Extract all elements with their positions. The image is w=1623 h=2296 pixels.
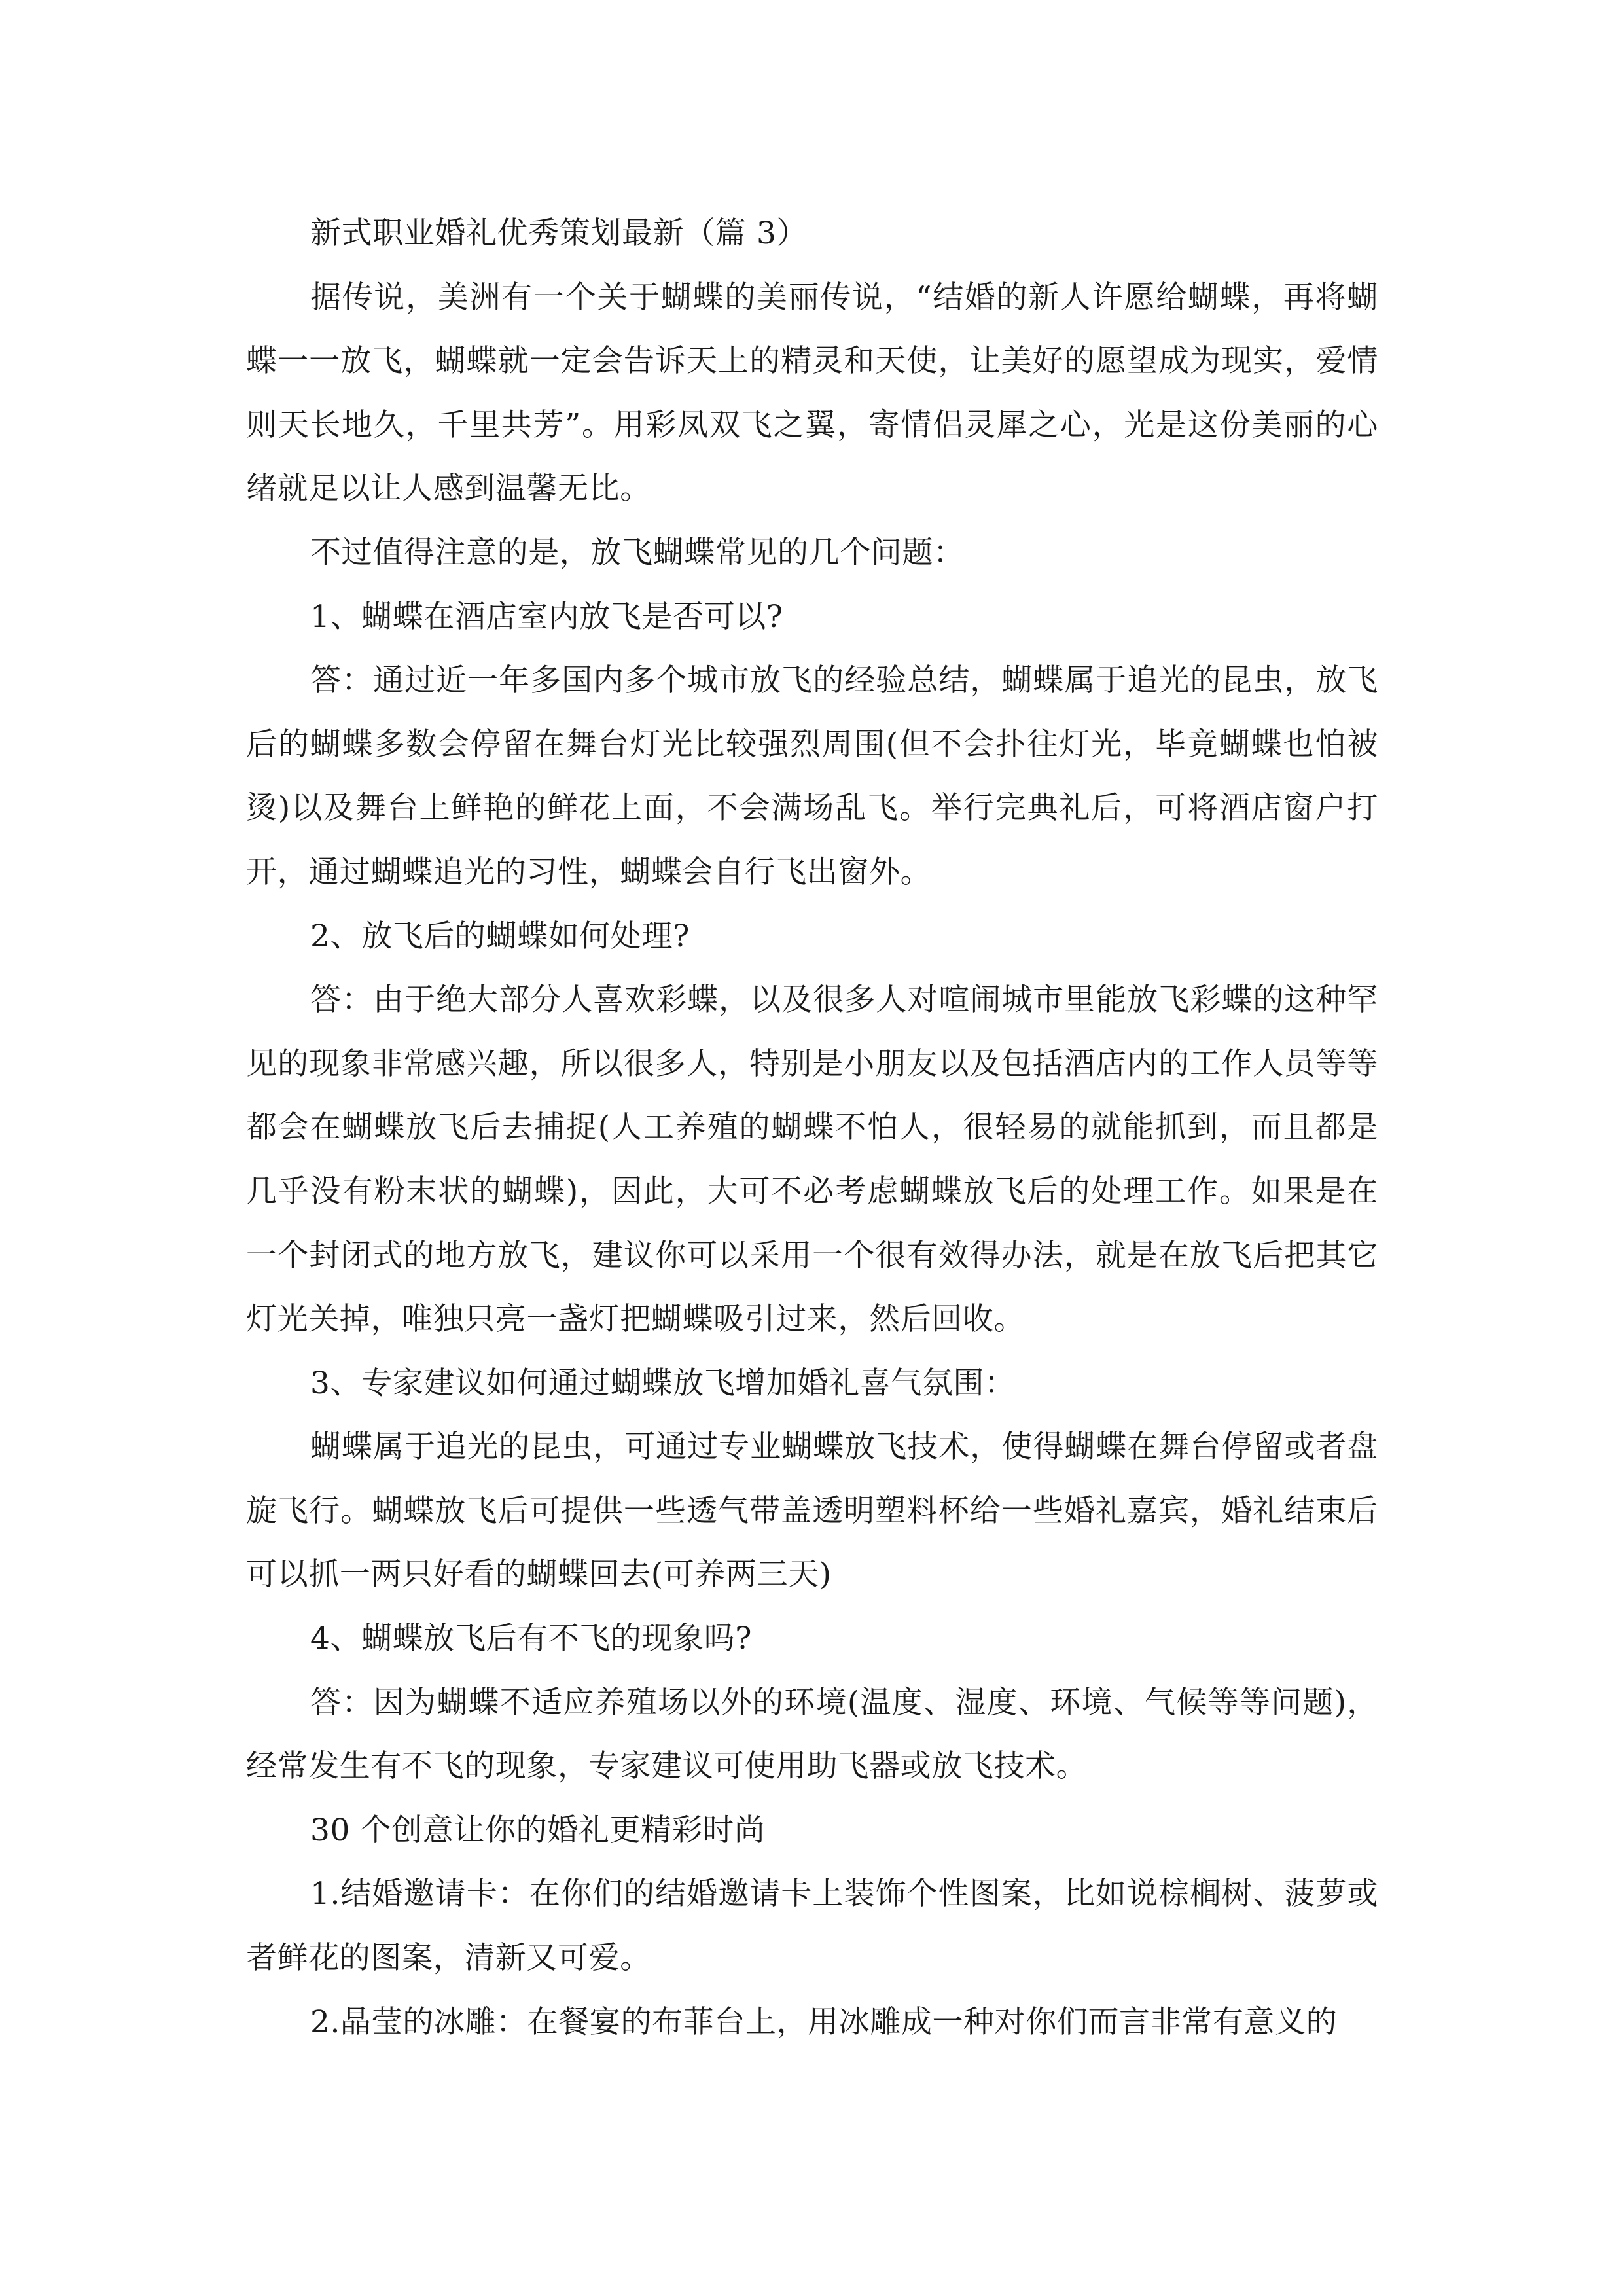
question-4: 4、蝴蝶放飞后有不飞的现象吗? xyxy=(310,1621,753,1657)
idea-item-1: 1.结婚邀请卡：在你们的结婚邀请卡上装饰个性图案，比如说棕榈树、菠萝或者鲜花的图案，清新又可爱。 xyxy=(246,1876,1378,1977)
document-title: 新式职业婚礼优秀策划最新（篇 3） xyxy=(310,215,808,251)
question-1: 1、蝴蝶在酒店室内放飞是否可以? xyxy=(310,598,783,635)
answer-4: 答：因为蝴蝶不适应养殖场以外的环境(温度、湿度、环境、气候等等问题)，经常发生有不飞的现象，专家建议可使用助飞器或放飞技术。 xyxy=(246,1684,1378,1785)
answer-2: 答：由于绝大部分人喜欢彩蝶，以及很多人对喧闹城市里能放飞彩蝶的这种罕见的现象非常感兴趣，所以很多人，特别是小朋友以及包括酒店内的工作人员等等都会在蝴蝶放飞后去捕捉(人工养殖的蝴蝶不怕人，很轻易的就能抓到，而且都是几乎没有粉末状的蝴蝶)，因此，大可不必考虑蝴蝶放飞后的处理工作。如果是在一个封闭式的地方放飞，建议你可以采用一个很有效得办法，就是在放飞后把其它灯光关掉，唯独只亮一盏灯把蝴蝶吸引过来，然后回收。 xyxy=(246,982,1378,1338)
paragraph-legend-intro: 据传说，美洲有一个关于蝴蝶的美丽传说，“结婚的新人许愿给蝴蝶，再将蝴蝶一一放飞，蝴蝶就一定会告诉天上的精灵和天使，让美好的愿望成为现实，爱情则天长地久，千里共芳”。用彩凤双飞之翼，寄情侣灵犀之心，光是这份美丽的心绪就足以让人感到温馨无比。 xyxy=(246,279,1378,507)
section-heading-30-ideas: 30 个创意让你的婚礼更精彩时尚 xyxy=(310,1812,766,1848)
document-body xyxy=(246,202,1378,2054)
idea-item-2: 2.晶莹的冰雕：在餐宴的布菲台上，用冰雕成一种对你们而言非常有意义的 xyxy=(310,2003,1338,2040)
question-2: 2、放飞后的蝴蝶如何处理? xyxy=(310,918,690,954)
answer-3: 蝴蝶属于追光的昆虫，可通过专业蝴蝶放飞技术，使得蝴蝶在舞台停留或者盘旋飞行。蝴蝶放飞后可提供一些透气带盖透明塑料杯给一些婚礼嘉宾，婚礼结束后可以抓一两只好看的蝴蝶回去(可养两三天) xyxy=(246,1429,1378,1593)
paragraph-issues-intro: 不过值得注意的是，放飞蝴蝶常见的几个问题： xyxy=(310,534,965,571)
answer-1: 答：通过近一年多国内多个城市放飞的经验总结，蝴蝶属于追光的昆虫，放飞后的蝴蝶多数会停留在舞台灯光比较强烈周围(但不会扑往灯光，毕竟蝴蝶也怕被烫)以及舞台上鲜艳的鲜花上面，不会满场乱飞。举行完典礼后，可将酒店窗户打开，通过蝴蝶追光的习性，蝴蝶会自行飞出窗外。 xyxy=(246,662,1378,890)
question-3: 3、专家建议如何通过蝴蝶放飞增加婚礼喜气氛围： xyxy=(310,1365,1016,1401)
